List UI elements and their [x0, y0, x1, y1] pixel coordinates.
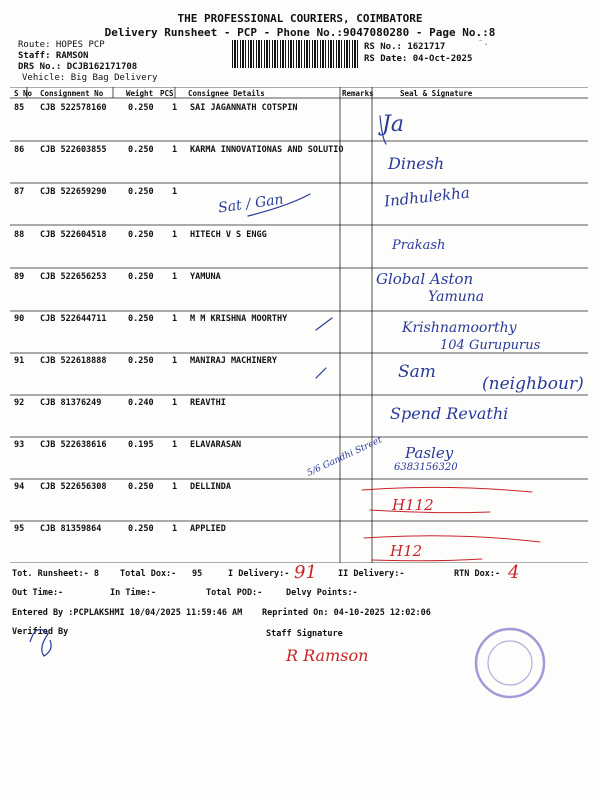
- col-consignee: Consignee Details: [188, 89, 265, 98]
- row-consignee: ELAVARASAN: [190, 440, 242, 450]
- row-pcs: 1: [172, 187, 178, 197]
- stamp-icon: [476, 629, 544, 697]
- row-sno: 91: [14, 356, 25, 366]
- row-pcs: 1: [172, 230, 178, 240]
- route-label: Route: HOPES PCP: [18, 40, 105, 50]
- entered-by: Entered By :PCPLAKSHMI 10/04/2025 11:59:46 AM: [12, 608, 243, 618]
- col-seal: Seal & Signature: [400, 89, 473, 98]
- row-signature-2: 104 Gurupurus: [440, 338, 541, 353]
- delvy-points-label: Delvy Points:-: [286, 588, 358, 598]
- row-signature: Ja: [382, 112, 404, 137]
- row-signature-phone: 6383156320: [394, 462, 458, 473]
- row-weight: 0.250: [128, 356, 154, 366]
- col-consignment: Consignment No: [40, 89, 104, 98]
- row-pcs: 1: [172, 103, 178, 113]
- row-consignment: CJB 522618888: [40, 356, 107, 366]
- row-weight: 0.195: [128, 440, 154, 450]
- row-weight: 0.250: [128, 230, 154, 240]
- document-subtitle: Delivery Runsheet - PCP - Phone No.:9047080280 - Page No.:8: [104, 26, 496, 39]
- row-consignee: M M KRISHNA MOORTHY: [190, 314, 288, 324]
- drs-label: DRS No.: DCJB162171708: [18, 62, 138, 72]
- total-dox-label: Total Dox:-: [120, 569, 177, 579]
- row-weight: 0.250: [128, 314, 154, 324]
- row-pcs: 1: [172, 524, 178, 534]
- rtn-dox-value: 4: [508, 562, 520, 583]
- i-delivery-label: I Delivery:-: [228, 569, 290, 579]
- row-weight: 0.250: [128, 524, 154, 534]
- row-weight: 0.250: [128, 187, 154, 197]
- row-weight: 0.250: [128, 145, 154, 155]
- rtn-dox-label: RTN Dox:-: [454, 569, 501, 579]
- reprinted-on: Reprinted On: 04-10-2025 12:02:06: [262, 608, 431, 618]
- total-pod-label: Total POD:-: [206, 588, 263, 598]
- row-sno: 87: [14, 187, 25, 197]
- tot-runsheet: Tot. Runsheet:- 8: [12, 569, 99, 579]
- in-time-label: In Time:-: [110, 588, 157, 598]
- row-consignment: CJB 81376249: [40, 398, 102, 408]
- row-sno: 94: [14, 482, 25, 492]
- row-weight: 0.240: [128, 398, 154, 408]
- row-sno: 95: [14, 524, 25, 534]
- row-consignment: CJB 81359864: [40, 524, 102, 534]
- row-sno: 90: [14, 314, 25, 324]
- verified-signature-icon: [30, 630, 51, 657]
- row-pcs: 1: [172, 440, 178, 450]
- row-weight: 0.250: [128, 103, 154, 113]
- row-pcs: 1: [172, 272, 178, 282]
- staff-signature-label: Staff Signature: [266, 629, 343, 639]
- row-weight: 0.250: [128, 482, 154, 492]
- row-consignment: CJB 522656253: [40, 272, 107, 282]
- row-consignee: SAI JAGANNATH COTSPIN: [190, 103, 298, 113]
- ii-delivery-label: II Delivery:-: [338, 569, 405, 579]
- row-pcs: 1: [172, 482, 178, 492]
- stray-mark-icon: ⁻.: [478, 38, 489, 48]
- row-signature: H112: [392, 496, 434, 514]
- row-consignee: YAMUNA: [190, 272, 221, 282]
- vehicle-label: Vehicle: Big Bag Delivery: [22, 73, 158, 83]
- row-consignee: REAVTHI: [190, 398, 226, 408]
- row-consignee-handwriting: Sat / Gan: [217, 191, 285, 217]
- row-signature: Dinesh: [388, 154, 445, 173]
- row-consignee: DELLINDA: [190, 482, 231, 492]
- row-consignee: HITECH V S ENGG: [190, 230, 267, 240]
- row-consignment: CJB 522659290: [40, 187, 107, 197]
- remarks-handwriting: 5/6 Gandhi Street: [305, 435, 384, 479]
- col-sno: S No: [14, 89, 33, 98]
- col-remarks: Remarks: [342, 89, 374, 98]
- row-consignment: CJB 522578160: [40, 103, 107, 113]
- row-signature: Pasley: [405, 444, 454, 462]
- document-title: THE PROFESSIONAL COURIERS, COIMBATORE: [177, 12, 423, 25]
- row-consignment: CJB 522604518: [40, 230, 107, 240]
- row-signature: H12: [390, 542, 423, 560]
- row-pcs: 1: [172, 398, 178, 408]
- row-pcs: 1: [172, 314, 178, 324]
- row-sno: 92: [14, 398, 25, 408]
- row-signature: Prakash: [392, 238, 446, 253]
- row-signature: Global Aston: [376, 270, 474, 288]
- staff-label: Staff: RAMSON: [18, 51, 89, 61]
- row-consignee: APPLIED: [190, 524, 226, 534]
- out-time-label: Out Time:-: [12, 588, 64, 598]
- row-weight: 0.250: [128, 272, 154, 282]
- col-weight: Weight: [126, 89, 154, 98]
- row-pcs: 1: [172, 145, 178, 155]
- staff-signature-handwriting: R Ramson: [286, 646, 369, 665]
- row-sno: 86: [14, 145, 25, 155]
- row-consignment: CJB 522656308: [40, 482, 107, 492]
- row-sno: 89: [14, 272, 25, 282]
- row-consignee: MANIRAJ MACHINERY: [190, 356, 277, 366]
- row-consignee: KARMA INNOVATIONAS AND SOLUTIO: [190, 145, 344, 155]
- total-dox-value: 95: [192, 569, 203, 579]
- row-signature: Spend Revathi: [390, 404, 509, 423]
- row-signature: Indhulekha: [383, 183, 471, 211]
- row-signature-2: Yamuna: [428, 289, 485, 305]
- row-signature: Krishnamoorthy: [402, 320, 517, 336]
- row-signature: Sam: [398, 362, 436, 382]
- row-consignment: CJB 522638616: [40, 440, 107, 450]
- row-sno: 88: [14, 230, 25, 240]
- verified-by-label: Verified By: [12, 627, 69, 637]
- row-sno: 93: [14, 440, 25, 450]
- rs-date: RS Date: 04-Oct-2025: [364, 54, 473, 64]
- row-signature-2: (neighbour): [482, 374, 584, 394]
- row-consignment: CJB 522644711: [40, 314, 107, 324]
- i-delivery-value: 91: [294, 562, 317, 583]
- rs-number: RS No.: 1621717: [364, 42, 446, 52]
- row-pcs: 1: [172, 356, 178, 366]
- col-pcs: PCS: [160, 89, 174, 98]
- row-consignment: CJB 522603855: [40, 145, 107, 155]
- row-sno: 85: [14, 103, 25, 113]
